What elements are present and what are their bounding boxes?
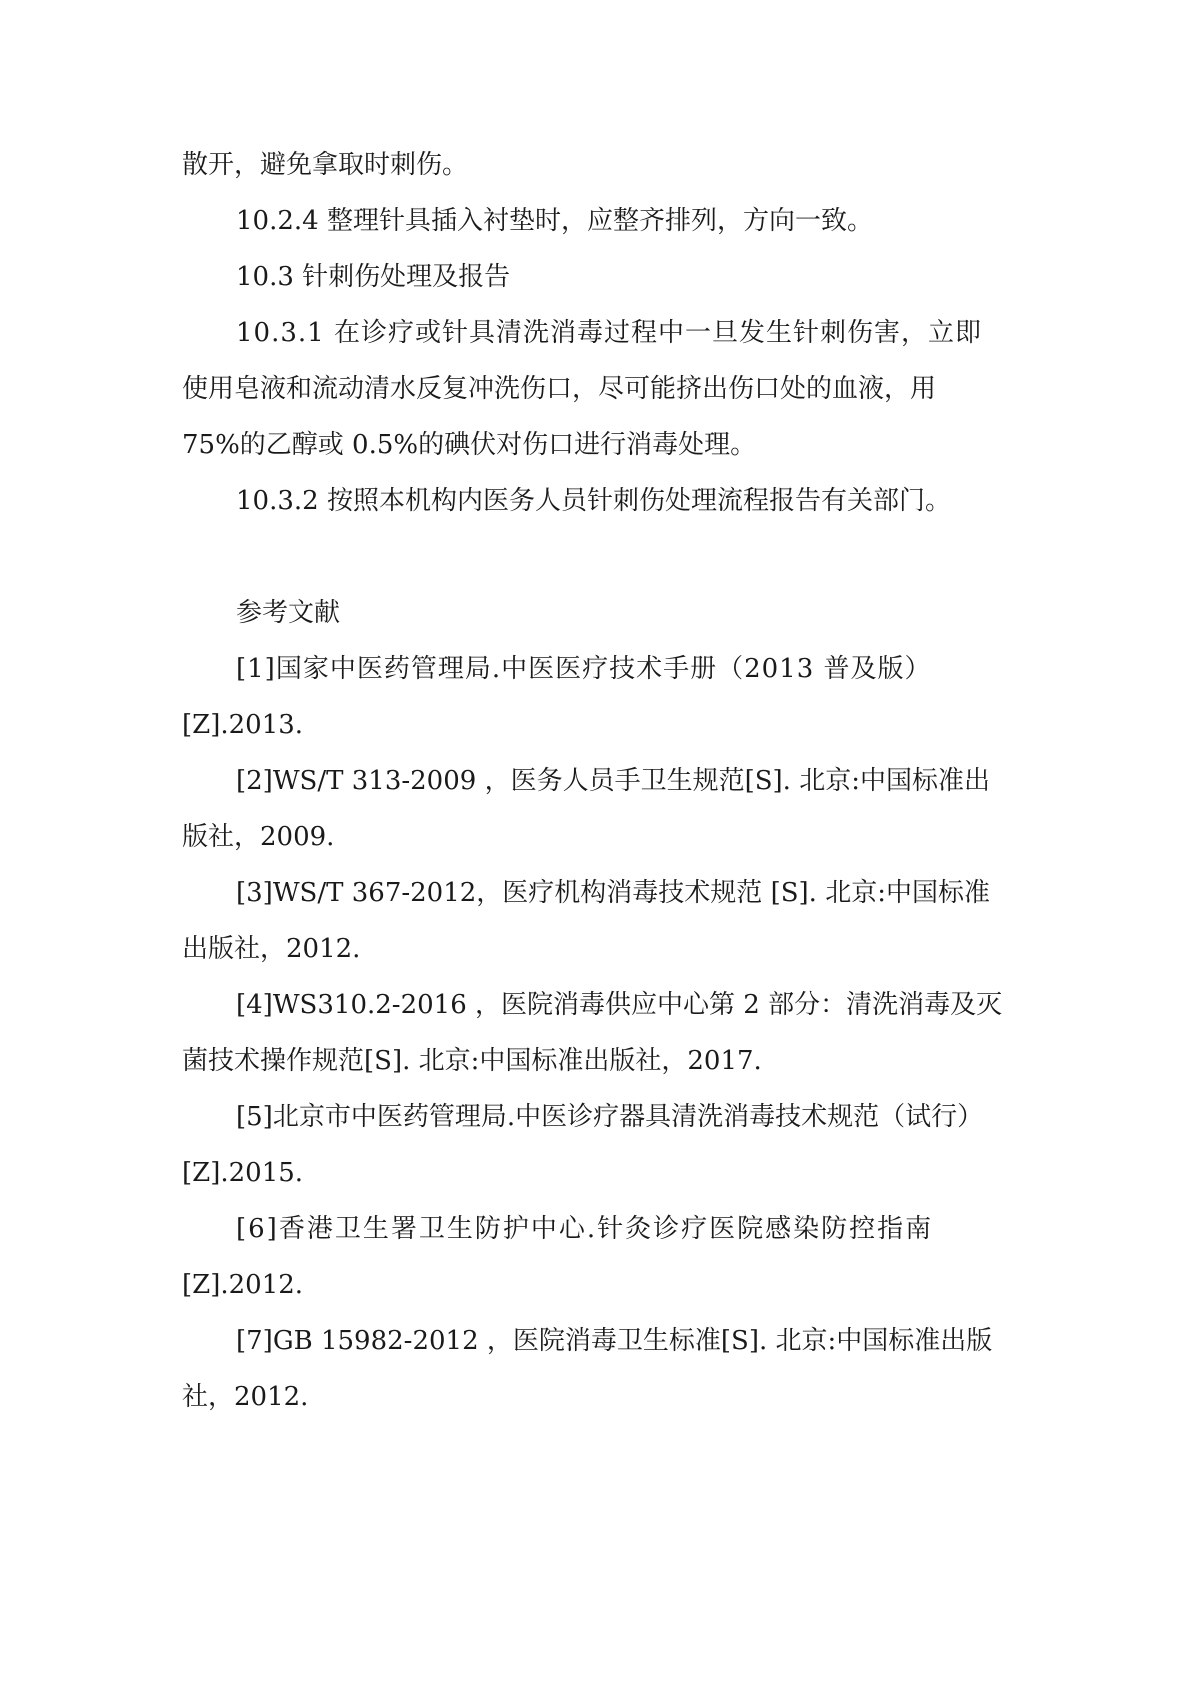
reference-1-line-1: [1]国家中医药管理局.中医医疗技术手册（2013 普及版） xyxy=(236,654,932,684)
reference-3-line-2: 出版社，2012. xyxy=(182,934,361,964)
reference-5-line-1: [5]北京市中医药管理局.中医诊疗器具清洗消毒技术规范（试行） xyxy=(236,1102,984,1132)
reference-7-line-2: 社，2012. xyxy=(182,1382,309,1412)
reference-3-line-1: [3]WS/T 367-2012，医疗机构消毒技术规范 [S]. 北京:中国标准 xyxy=(236,878,990,908)
reference-1-line-2: [Z].2013. xyxy=(182,710,304,740)
paragraph-continuation: 散开，避免拿取时刺伤。 xyxy=(182,150,469,180)
clause-10-2-4: 10.2.4 整理针具插入衬垫时，应整齐排列，方向一致。 xyxy=(236,206,873,236)
reference-4-line-2: 菌技术操作规范[S]. 北京:中国标准出版社，2017. xyxy=(182,1046,762,1076)
clause-10-3-1-line-1: 10.3.1 在诊疗或针具清洗消毒过程中一旦发生针刺伤害，立即 xyxy=(236,318,982,348)
clause-10-3-1-line-2: 使用皂液和流动清水反复冲洗伤口，尽可能挤出伤口处的血液，用 xyxy=(182,374,937,404)
references-heading: 参考文献 xyxy=(236,598,341,628)
reference-2-line-1: [2]WS/T 313-2009 ，医务人员手卫生规范[S]. 北京:中国标准出 xyxy=(236,766,990,796)
clause-10-3-1-line-3: 75%的乙醇或 0.5%的碘伏对伤口进行消毒处理。 xyxy=(182,430,757,460)
reference-6-line-2: [Z].2012. xyxy=(182,1270,304,1300)
section-heading-10-3: 10.3 针刺伤处理及报告 xyxy=(236,262,511,292)
clause-10-3-2: 10.3.2 按照本机构内医务人员针刺伤处理流程报告有关部门。 xyxy=(236,486,951,516)
reference-4-line-1: [4]WS310.2-2016 ，医院消毒供应中心第 2 部分：清洗消毒及灭 xyxy=(236,990,1003,1020)
reference-5-line-2: [Z].2015. xyxy=(182,1158,304,1188)
reference-2-line-2: 版社，2009. xyxy=(182,822,335,852)
reference-6-line-1: [6]香港卫生署卫生防护中心.针灸诊疗医院感染防控指南 xyxy=(236,1214,934,1244)
reference-7-line-1: [7]GB 15982-2012 ，医院消毒卫生标准[S]. 北京:中国标准出版 xyxy=(236,1326,993,1356)
